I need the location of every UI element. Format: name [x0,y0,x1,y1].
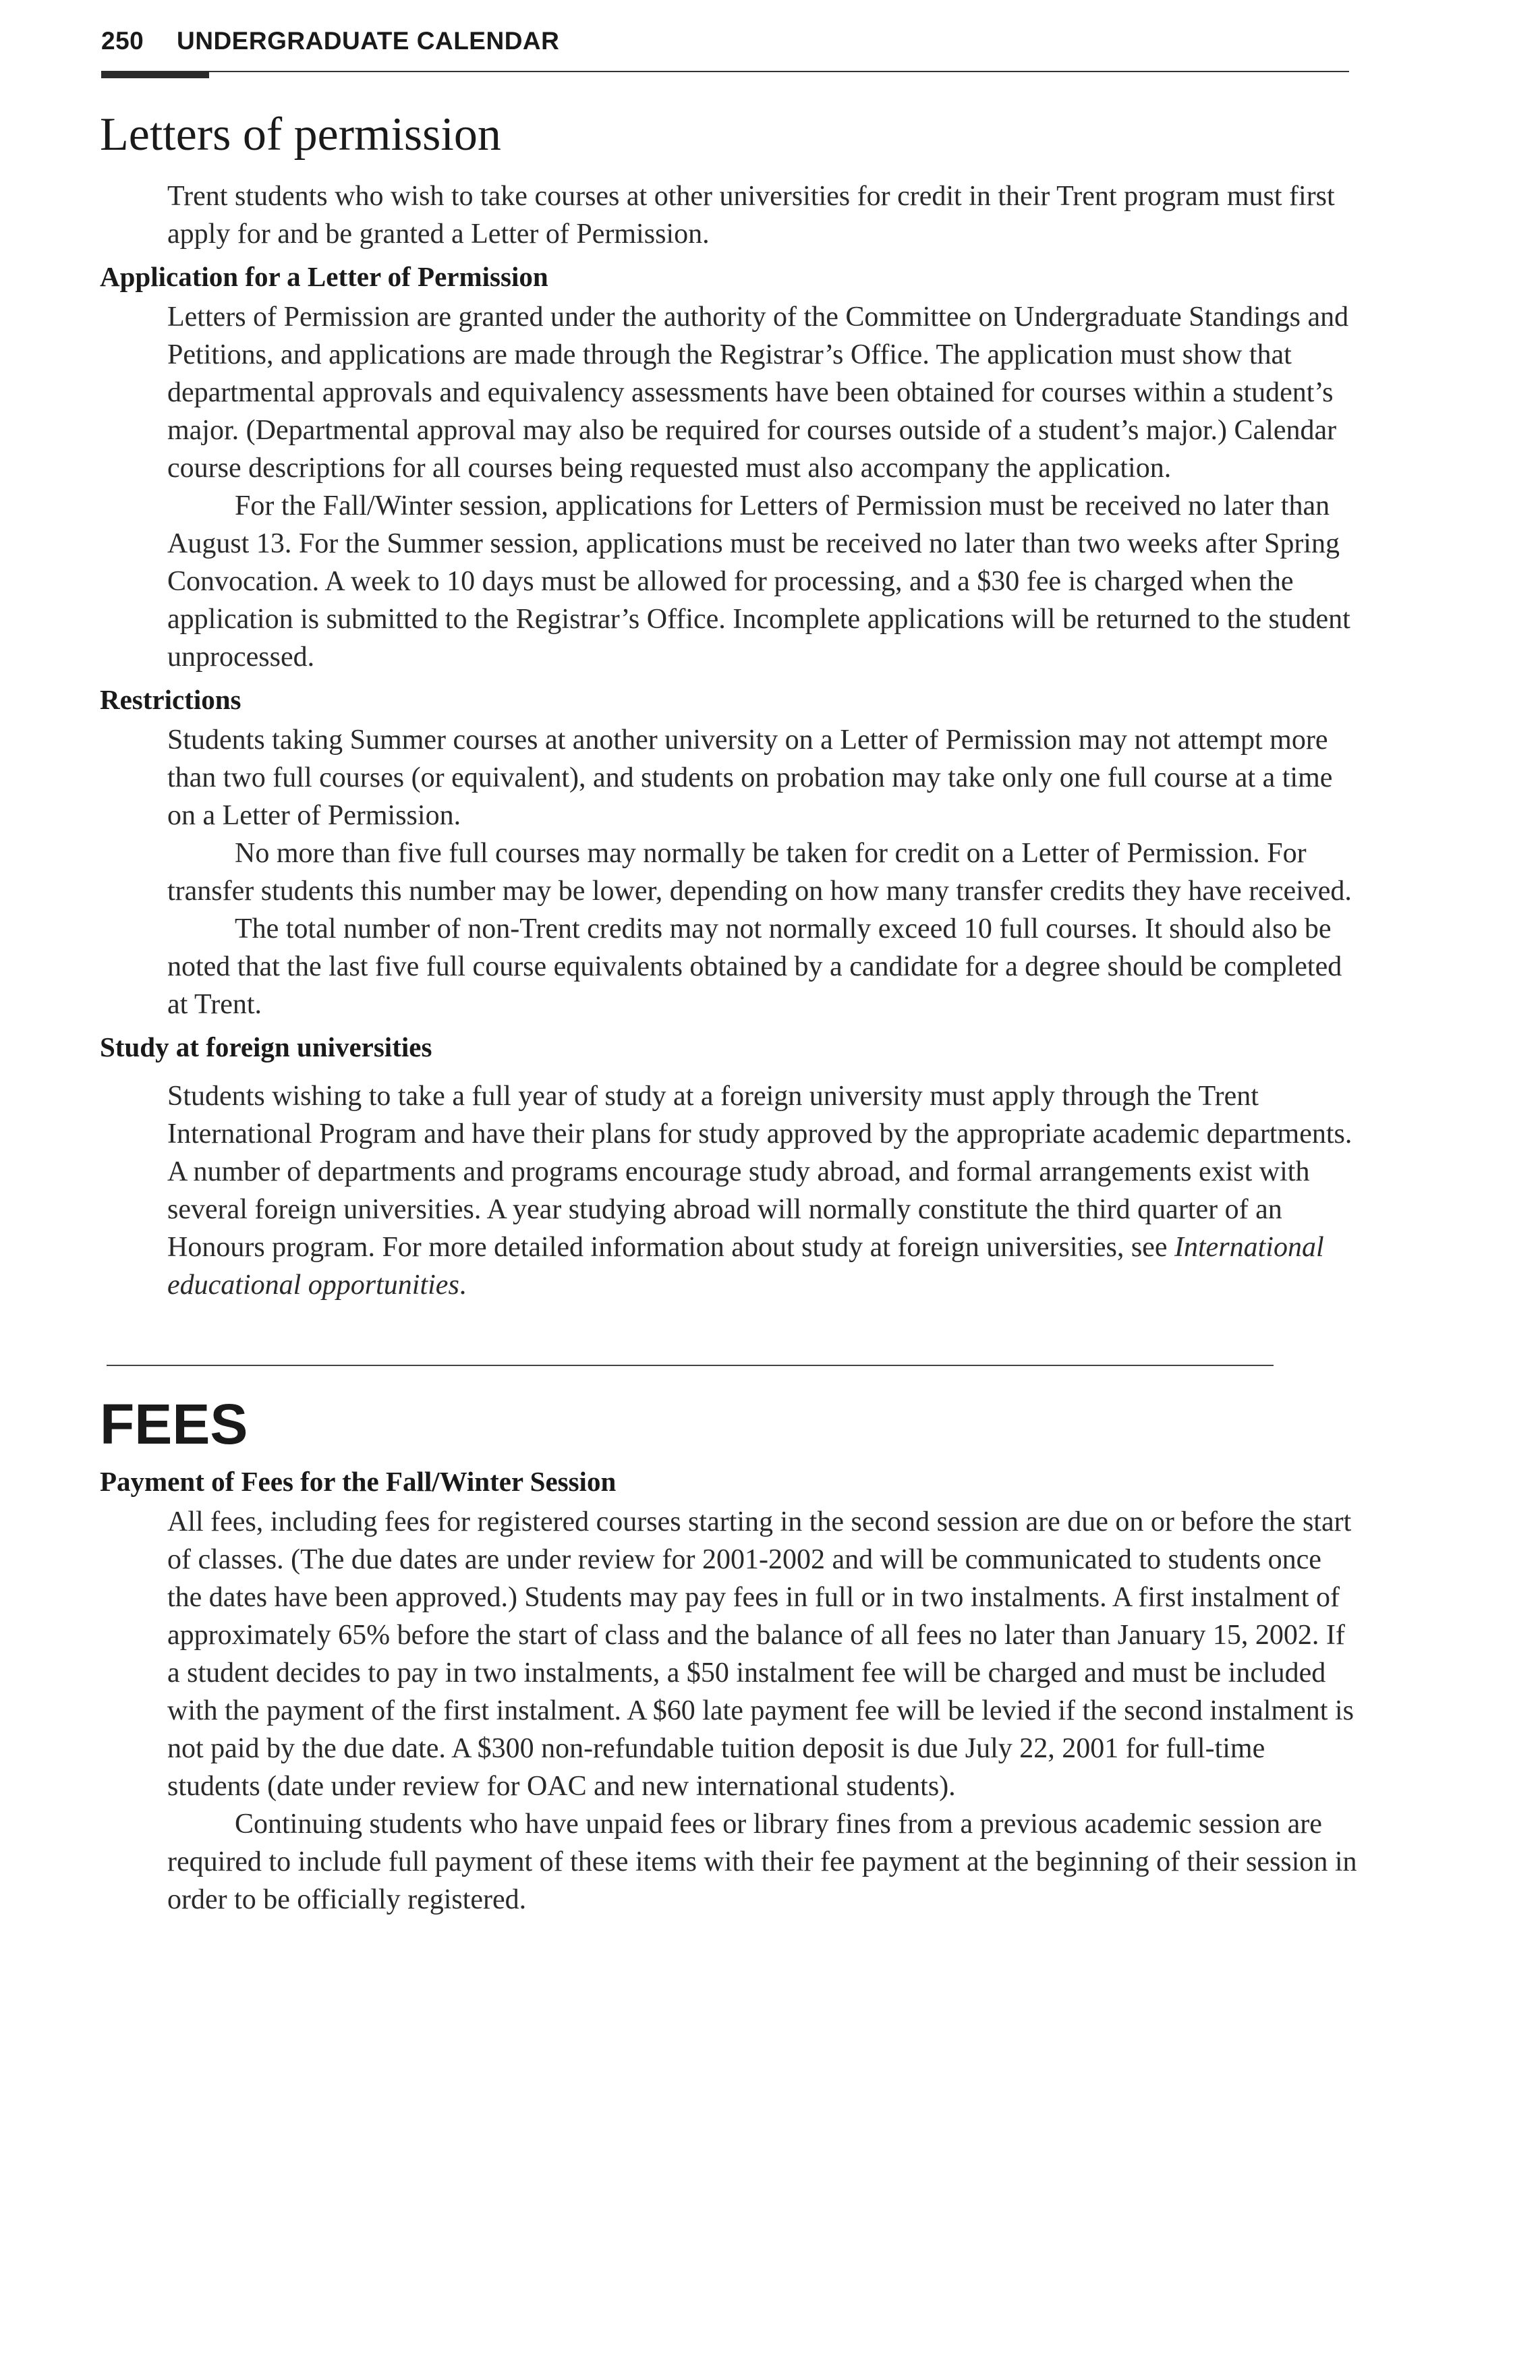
international-opportunities-reference: International educational opportunities [167,1231,1324,1301]
foreign-study-heading: Study at foreign universities [100,1031,432,1063]
header-rule [101,71,1349,72]
restrictions-paragraph-3: The total number of non-Trent credits may not normally exceed 10 full courses. It should also be noted that the last five full course equivalents obtained by a candidate for a degree should be completed at Trent. [167,913,1342,1021]
restrictions-heading: Restrictions [100,683,241,715]
payment-heading: Payment of Fees for the Fall/Winter Session [100,1465,617,1497]
restrictions-paragraph-1: Students taking Summer courses at another university on a Letter of Permission may not attempt more than two full courses (or equivalent), and students on probation may take only one full course at a time on a Letter of Permission. [167,725,1333,832]
running-head [101,27,1356,55]
page-content [100,108,1361,1919]
fees-title: FEES [100,1392,248,1456]
foreign-study-end: . [459,1269,467,1301]
foreign-study-text: Students wishing to take a full year of study at a foreign university must apply through the Trent International Program and have their plans for study approved by the appropriate academic departments. A number of departments and programs encourage study abroad, and formal arrangements exist with several foreign universities. A year studying abroad will normally constitute the third quarter of an Honours program. For more detailed information about study at foreign universities, see [167,1080,1352,1263]
restrictions-paragraph-2: No more than five full courses may normally be taken for credit on a Letter of Permission. For transfer students this number may be lower, depending on how many transfer credits they have received. [167,838,1352,907]
letters-of-permission-title: Letters of permission [100,109,501,161]
application-paragraph-2: For the Fall/Winter session, applications for Letters of Permission must be received no later than August 13. For the Summer session, applications must be received no later than two weeks after Spring Convocation. A week to 10 days must be allowed for processing, and a $30 fee is charged when the application is submitted to the Registrar’s Office. Incomplete applications will be returned to the student unprocessed. [167,490,1350,673]
letters-intro: Trent students who wish to take courses at other universities for credit in their Trent program must first apply for and be granted a Letter of Permission. [167,180,1335,250]
payment-paragraph-2: Continuing students who have unpaid fees or library fines from a previous academic session are required to include full payment of these items with their fee payment at the beginning of their session in order to be officially registered. [167,1809,1357,1916]
application-paragraph-1: Letters of Permission are granted under the authority of the Committee on Undergraduate Standings and Petitions, and applications are made through the Registrar’s Office. The application must show that departmental approvals and equivalency assessments have been obtained for courses within a student’s major. (Departmental approval may also be required for courses outside of a student’s major.) Calendar course descriptions for all courses being requested must also accompany the application. [167,301,1349,484]
page-number: 250 [101,27,144,55]
running-head-title: UNDERGRADUATE CALENDAR [177,27,560,55]
payment-paragraph-1: All fees, including fees for registered courses starting in the second session are due on or before the start of classes. (The due dates are under review for 2001-2002 and will be communicated to students once the dates have been approved.) Students may pay fees in full or in two instalments. A first instalment of approximately 65% before the start of class and the balance of all fees no later than January 15, 2002. If a student decides to pay in two instalments, a $50 instalment fee will be charged and must be included with the payment of the first instalment. A $60 late payment fee will be levied if the second instalment is not paid by the due date. A $300 non-refundable tuition deposit is due July 22, 2001 for full-time students (date under review for OAC and new international students). [167,1506,1354,1803]
header-accent-bar [101,71,209,78]
foreign-study-paragraph [167,1077,1361,1304]
application-heading: Application for a Letter of Permission [100,260,548,292]
section-divider [107,1365,1274,1366]
